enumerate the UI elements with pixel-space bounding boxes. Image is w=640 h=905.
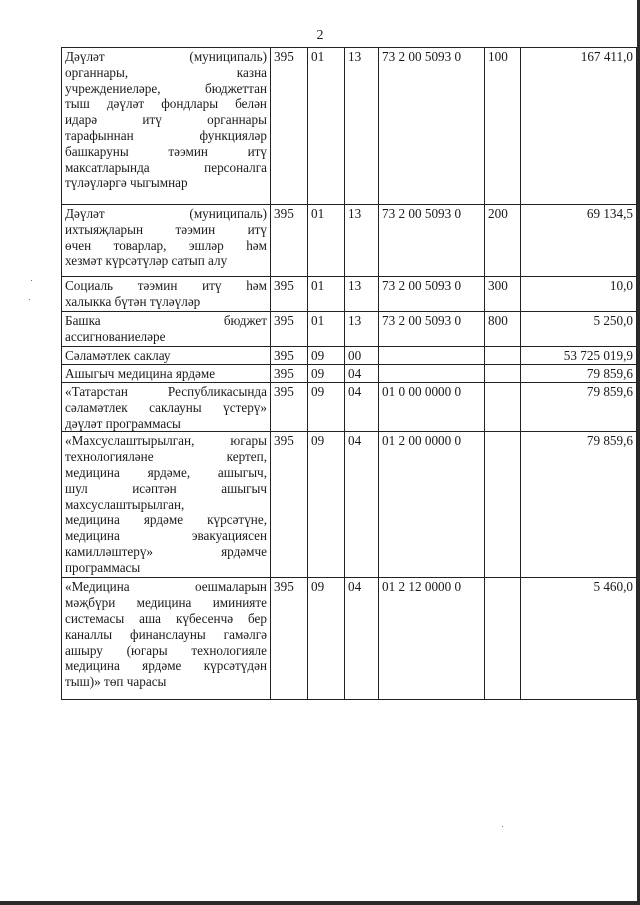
target-article-cell — [379, 383, 485, 432]
subsection-code-cell-value: 04 — [348, 366, 362, 381]
row-name-line: тыш)» төп чарасы — [65, 674, 167, 690]
section-code-cell-value: 01 — [311, 49, 325, 64]
scan-speck — [29, 299, 30, 300]
ved-code-cell — [271, 312, 308, 347]
row-name-line: «Махсуслаштырылган, югары — [65, 433, 267, 449]
section-code-cell-value: 09 — [311, 366, 325, 381]
section-code-cell-value: 09 — [311, 579, 325, 595]
expense-type-cell — [485, 578, 521, 700]
amount-cell-value: 53 725 019,9 — [563, 348, 633, 363]
scan-speck — [502, 826, 503, 827]
table-row — [62, 347, 637, 365]
section-code-cell — [308, 312, 345, 347]
row-name-line: тарафыннан функцияләр — [65, 127, 267, 143]
subsection-code-cell-value: 04 — [348, 433, 362, 449]
amount-cell-value: 10,0 — [609, 278, 633, 293]
amount-cell — [521, 347, 637, 365]
row-name-cell — [62, 383, 271, 432]
section-code-cell — [308, 365, 345, 383]
ved-code-cell-value: 395 — [274, 579, 294, 595]
row-name-line: тыш дәүләт фондлары белән — [65, 96, 267, 112]
row-name-line: медицина ярдәме күрсәтүдән — [65, 658, 267, 674]
ved-code-cell — [271, 48, 308, 205]
amount-cell — [521, 48, 637, 205]
row-name-line: сәламәтлек саклауны үстерү» — [65, 399, 267, 415]
row-name-line: программасы — [65, 559, 141, 575]
target-article-cell — [379, 365, 485, 383]
ved-code-cell-value: 395 — [274, 366, 294, 381]
target-article-cell-value: 73 2 00 5093 0 — [382, 206, 462, 221]
row-name-line: Ашыгыч медицина ярдәме — [65, 366, 216, 381]
subsection-code-cell-value: 13 — [348, 49, 362, 64]
row-name-line: камилләштерү» ярдәмче — [65, 543, 267, 559]
row-name-line: «Медицина оешмаларын — [65, 579, 267, 595]
expense-type-cell — [485, 205, 521, 277]
row-name-line: башкаруны тәэмин итү — [65, 143, 267, 159]
section-code-cell — [308, 432, 345, 578]
row-name-line: «Татарстан Республикасында — [65, 384, 267, 399]
target-article-cell-value: 73 2 00 5093 0 — [382, 278, 462, 293]
expense-type-cell — [485, 277, 521, 312]
expense-type-cell-value: 200 — [488, 206, 508, 221]
row-name-line: халыкка бүтән түләүләр — [65, 293, 201, 309]
row-name-line: хезмәт күрсәтүләр сатып алу — [65, 253, 228, 269]
subsection-code-cell — [345, 205, 379, 277]
ved-code-cell-value: 395 — [274, 206, 294, 221]
row-name-line: Дәүләт (муниципаль) — [65, 206, 267, 221]
expense-type-cell — [485, 48, 521, 205]
amount-cell-value: 5 250,0 — [593, 313, 633, 328]
ved-code-cell — [271, 365, 308, 383]
ved-code-cell — [271, 205, 308, 277]
target-article-cell-value: 01 0 00 0000 0 — [382, 384, 462, 399]
expense-type-cell — [485, 347, 521, 365]
amount-cell — [521, 312, 637, 347]
row-name-line: максатларында персоналга — [65, 159, 267, 175]
row-name-line: махсуслаштырылган, — [65, 496, 185, 512]
row-name-line: Дәүләт (муниципаль) — [65, 49, 267, 64]
expense-type-cell — [485, 432, 521, 578]
table-row — [62, 578, 637, 700]
row-name-line: ашыру (югары технологияле — [65, 642, 267, 658]
section-code-cell — [308, 383, 345, 432]
target-article-cell-value: 73 2 00 5093 0 — [382, 313, 462, 328]
amount-cell — [521, 383, 637, 432]
page-number: 2 — [316, 28, 324, 43]
section-code-cell-value: 01 — [311, 313, 325, 328]
ved-code-cell-value: 395 — [274, 49, 294, 64]
table-row — [62, 205, 637, 277]
section-code-cell — [308, 578, 345, 700]
ved-code-cell — [271, 432, 308, 578]
target-article-cell-value: 01 2 00 0000 0 — [382, 433, 462, 449]
expense-type-cell-value: 300 — [488, 278, 508, 293]
scan-edge-bottom — [0, 901, 640, 905]
section-code-cell — [308, 277, 345, 312]
table-row — [62, 432, 637, 578]
section-code-cell — [308, 48, 345, 205]
budget-table — [61, 47, 637, 700]
row-name-line: өчен товарлар, эшләр һәм — [65, 237, 267, 253]
subsection-code-cell — [345, 347, 379, 365]
target-article-cell — [379, 277, 485, 312]
ved-code-cell-value: 395 — [274, 433, 294, 449]
expense-type-cell — [485, 312, 521, 347]
subsection-code-cell-value: 04 — [348, 384, 362, 399]
row-name-line: Башка бюджет — [65, 313, 267, 328]
table-row — [62, 312, 637, 347]
section-code-cell-value: 01 — [311, 278, 325, 293]
row-name-cell — [62, 277, 271, 312]
amount-cell-value: 69 134,5 — [586, 206, 633, 221]
ved-code-cell-value: 395 — [274, 313, 294, 328]
subsection-code-cell — [345, 432, 379, 578]
ved-code-cell-value: 395 — [274, 278, 294, 293]
row-name-line: Социаль тәэмин итү һәм — [65, 278, 267, 293]
amount-cell — [521, 365, 637, 383]
row-name-line: медицина эвакуациясен — [65, 528, 267, 544]
ved-code-cell-value: 395 — [274, 384, 294, 399]
amount-cell-value: 167 411,0 — [580, 49, 633, 64]
subsection-code-cell — [345, 365, 379, 383]
row-name-cell — [62, 347, 271, 365]
expense-type-cell-value: 800 — [488, 313, 508, 328]
row-name-line: учреждениеләре, бюджеттан — [65, 80, 267, 96]
row-name-cell — [62, 205, 271, 277]
row-name-line: дәүләт программасы — [65, 415, 181, 431]
subsection-code-cell — [345, 578, 379, 700]
subsection-code-cell-value: 00 — [348, 348, 362, 363]
section-code-cell-value: 09 — [311, 433, 325, 449]
expense-type-cell-value: 100 — [488, 49, 508, 64]
row-name-line: медицина ярдәме, ашыгыч, — [65, 464, 267, 480]
scan-speck — [31, 280, 32, 281]
section-code-cell-value: 09 — [311, 348, 325, 363]
subsection-code-cell-value: 13 — [348, 206, 362, 221]
target-article-cell — [379, 312, 485, 347]
subsection-code-cell — [345, 48, 379, 205]
target-article-cell-value: 01 2 12 0000 0 — [382, 579, 462, 595]
row-name-line: Сәламәтлек саклау — [65, 348, 171, 363]
ved-code-cell — [271, 277, 308, 312]
subsection-code-cell-value: 04 — [348, 579, 362, 595]
row-name-cell — [62, 48, 271, 205]
ved-code-cell — [271, 383, 308, 432]
row-name-cell — [62, 432, 271, 578]
section-code-cell-value: 09 — [311, 384, 325, 399]
row-name-cell — [62, 312, 271, 347]
amount-cell — [521, 277, 637, 312]
expense-type-cell — [485, 383, 521, 432]
row-name-line: ихтыяҗларын тәэмин итү — [65, 221, 267, 237]
table-row — [62, 277, 637, 312]
row-name-line: мәҗбүри медицина иминияте — [65, 595, 267, 611]
row-name-line: түләүләргә чыгымнар — [65, 175, 188, 191]
amount-cell-value: 79 859,6 — [586, 366, 633, 381]
amount-cell-value: 79 859,6 — [586, 384, 633, 399]
amount-cell — [521, 205, 637, 277]
row-name-line: каналлы финанслауны гамәлгә — [65, 626, 267, 642]
section-code-cell — [308, 205, 345, 277]
target-article-cell — [379, 48, 485, 205]
row-name-line: идарә итү органнары — [65, 112, 267, 128]
row-name-line: системасы аша күбесенчә бер — [65, 610, 267, 626]
subsection-code-cell — [345, 383, 379, 432]
row-name-line: органнары, казна — [65, 64, 267, 80]
row-name-line: шул исәптән ашыгыч — [65, 480, 267, 496]
table-row — [62, 48, 637, 205]
row-name-cell — [62, 578, 271, 700]
target-article-cell-value: 73 2 00 5093 0 — [382, 49, 462, 64]
ved-code-cell — [271, 347, 308, 365]
target-article-cell — [379, 578, 485, 700]
row-name-cell — [62, 365, 271, 383]
ved-code-cell-value: 395 — [274, 348, 294, 363]
table-row — [62, 383, 637, 432]
subsection-code-cell — [345, 312, 379, 347]
ved-code-cell — [271, 578, 308, 700]
section-code-cell — [308, 347, 345, 365]
target-article-cell — [379, 347, 485, 365]
amount-cell — [521, 432, 637, 578]
row-name-line: технологияләне кертеп, — [65, 449, 267, 465]
subsection-code-cell — [345, 277, 379, 312]
expense-type-cell — [485, 365, 521, 383]
subsection-code-cell-value: 13 — [348, 278, 362, 293]
amount-cell — [521, 578, 637, 700]
section-code-cell-value: 01 — [311, 206, 325, 221]
row-name-line: ассигнованиеләре — [65, 328, 166, 344]
row-name-line: медицина ярдәме күрсәтүне, — [65, 512, 267, 528]
amount-cell-value: 5 460,0 — [593, 579, 633, 595]
subsection-code-cell-value: 13 — [348, 313, 362, 328]
amount-cell-value: 79 859,6 — [586, 433, 633, 449]
target-article-cell — [379, 205, 485, 277]
table-row — [62, 365, 637, 383]
target-article-cell — [379, 432, 485, 578]
